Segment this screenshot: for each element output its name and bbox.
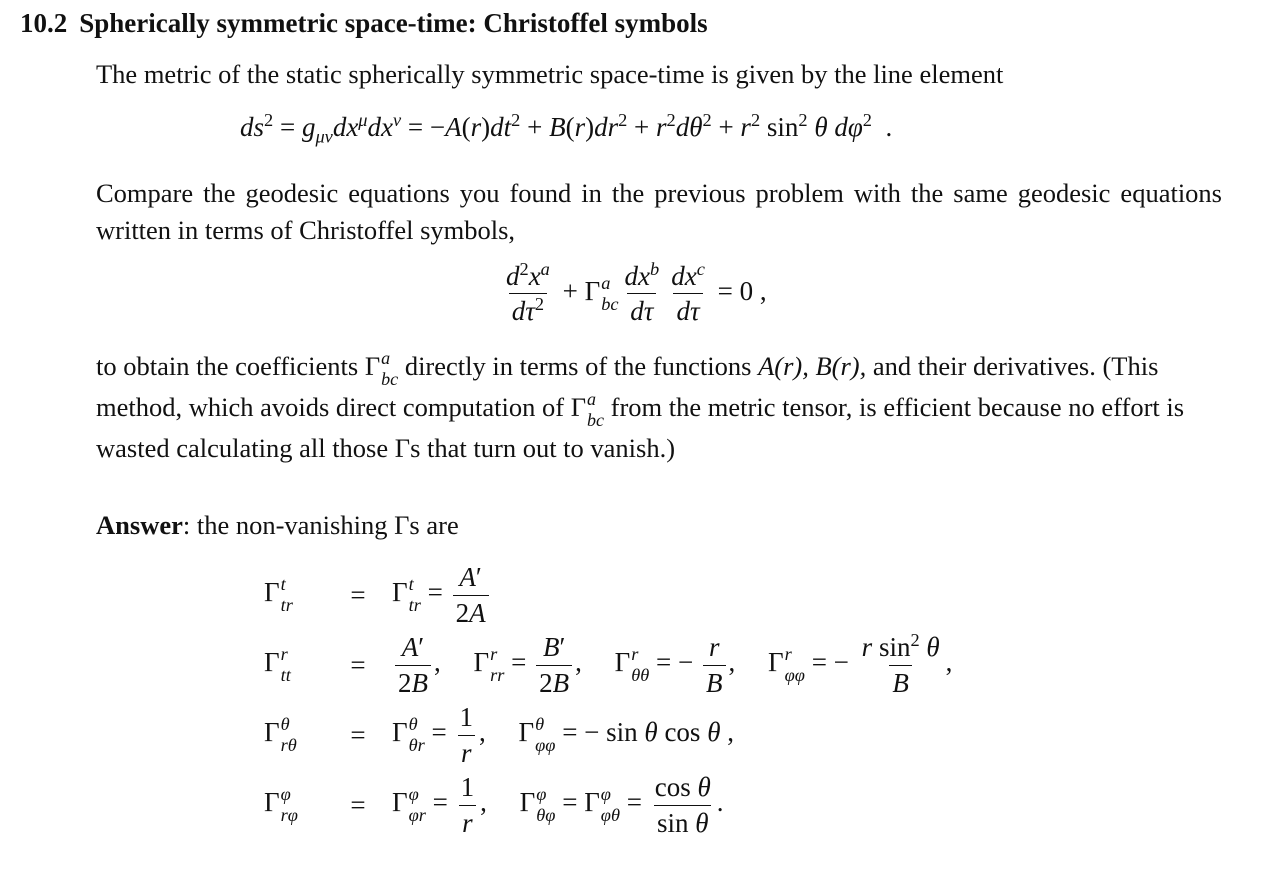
geodesic-equation: $\frac{d^2x^a}{d\tau^2}$ + Γ a bc $\frac{dx^b}{d\tau}$ $\frac{dx^c}{d\tau}$ = 0 , bbox=[506, 259, 767, 327]
christoffel-table bbox=[264, 560, 952, 840]
row-phi: Γ φ rφ = Γ φ φr = $\frac{1}{r}$ , Γ φ θφ = Γ φ φθ = $\frac{\text{cos θ}}{\text{sin θ}}$ . bbox=[264, 772, 724, 838]
section-number: 10.2 bbox=[20, 8, 68, 38]
answer-line bbox=[96, 507, 1222, 544]
obtain-text-d: from the metric tensor, is efficient because no effort is wasted calculating all those Γs that turn out to vanish.) bbox=[96, 391, 1185, 463]
function-a: A(r), bbox=[758, 351, 809, 381]
obtain-paragraph: to obtain the coefficients Γ a bc directly in terms of the functions A(r), B(r), and their derivatives. (This method, which avoids direct computation of Γ a bc from the metric tensor, is efficient because no effort is wasted calculating all those Γs that turn out to vanish.) bbox=[96, 348, 1185, 463]
row-t: Γ t tr = Γ t tr = $\frac{A'}{2A}$ bbox=[264, 560, 952, 630]
answer-text: : the non-vanishing Γs are bbox=[182, 510, 459, 540]
compare-paragraph: Compare the geodesic equations you found in the previous problem with the same geodesic equations written in terms of Christoffel symbols, bbox=[96, 178, 1222, 245]
row-theta: Γ θ rθ = Γ θ θr = $\frac{1}{r}$ , Γ θ φφ = − sin θ cos θ , bbox=[264, 702, 734, 768]
line-element-equation: $ds^2 = g_{\mu\nu}dx^\mu dx^\nu = -A(r)dt^2 + B(r)dr^2 + r^2d\theta^2 + r^2$ $\sin^2 \theta$ $d\varphi^2$ . bbox=[240, 110, 893, 147]
section-title: Spherically symmetric space-time: Christoffel symbols bbox=[79, 8, 708, 38]
obtain-text-b: directly in terms of the functions bbox=[404, 351, 752, 381]
section-heading bbox=[20, 8, 708, 39]
obtain-text-c: and their derivatives. (This method, which avoids direct computation of bbox=[96, 351, 1159, 422]
answer-label: Answer bbox=[96, 510, 183, 540]
row-r: Γ r tt = $\frac{A'}{2B}$ , Γ r rr = $\frac{B'}{2B}$ , Γ r θθ = − $\frac{r}{B}$ , Γ r φφ = − $\frac{r \sin^2 \theta}{B}$ , bbox=[264, 630, 953, 698]
intro-paragraph: The metric of the static spherically symmetric space-time is given by the line element bbox=[96, 59, 1004, 89]
obtain-text-a: to obtain the coefficients bbox=[96, 351, 359, 381]
function-b: B(r), bbox=[815, 351, 867, 381]
